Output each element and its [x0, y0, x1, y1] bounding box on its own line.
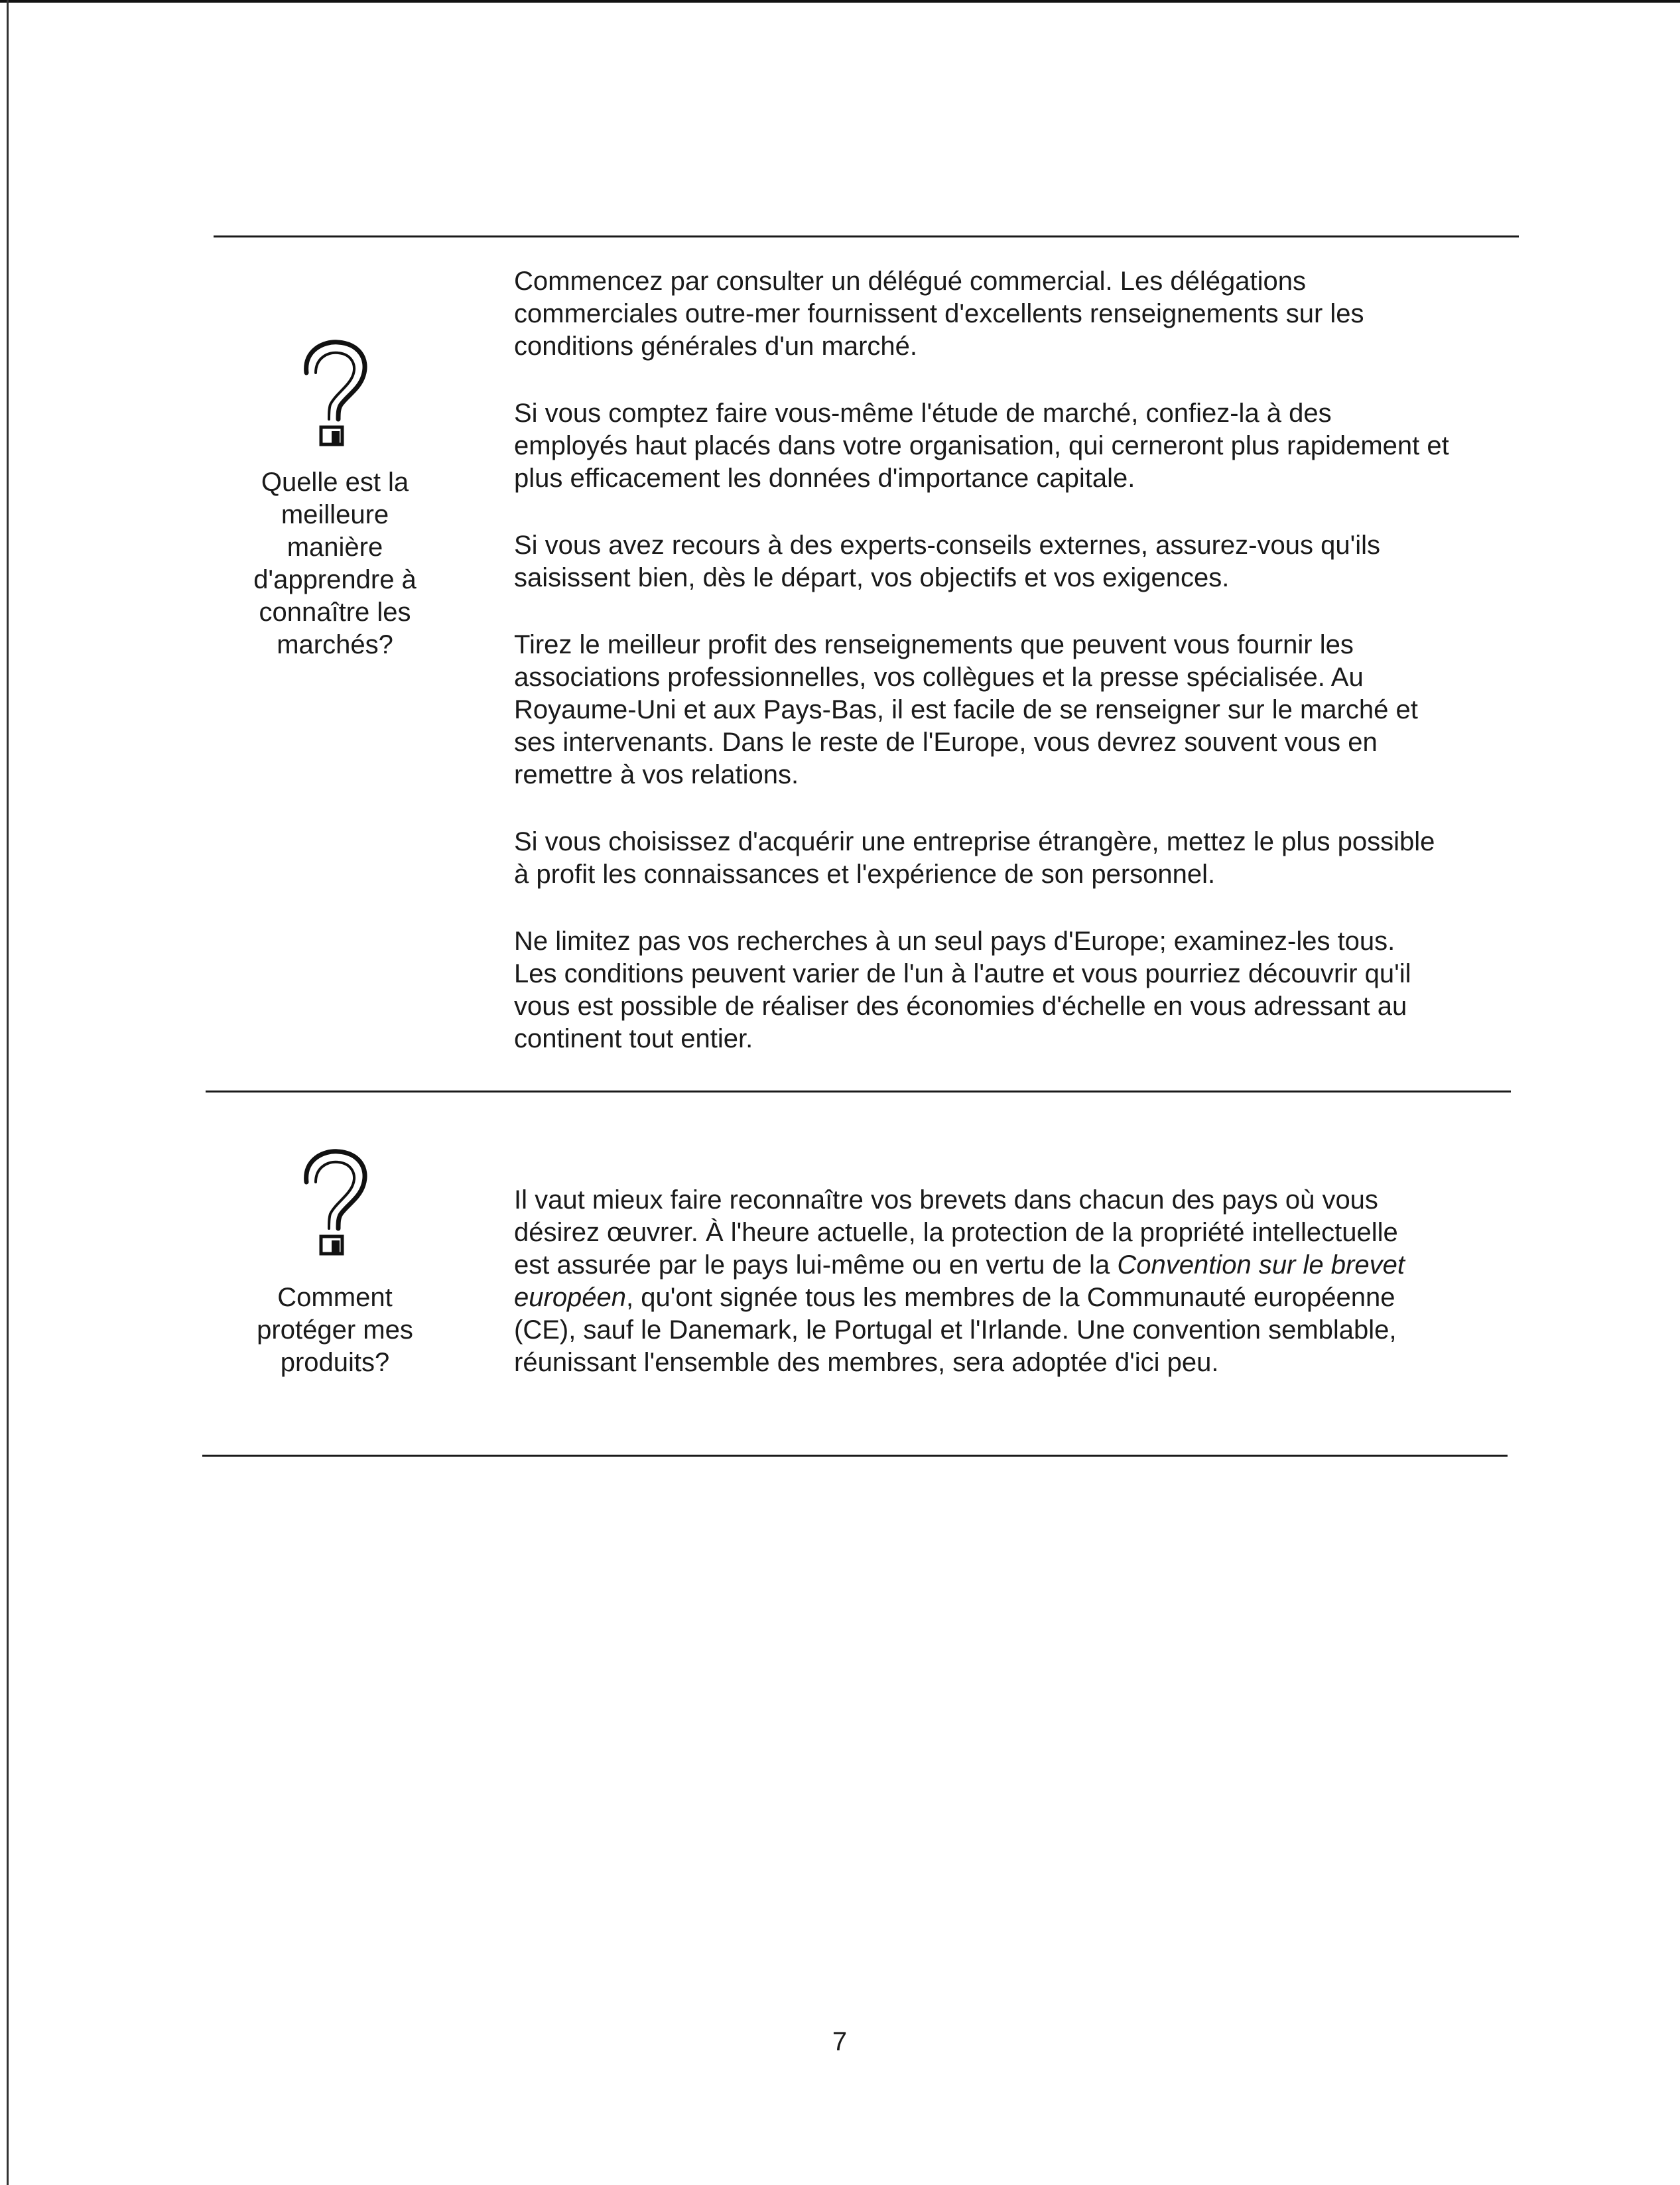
text-line: Si vous comptez faire vous-même l'étude de marché, confiez-la à des — [514, 399, 1332, 428]
convention-title-italic: européen — [514, 1283, 627, 1312]
text-line: vous est possible de réaliser des économies d'échelle en vous adressant au — [514, 992, 1407, 1021]
section-divider-top — [214, 235, 1519, 237]
section-divider-bottom — [202, 1455, 1508, 1457]
question-line: produits? — [280, 1348, 390, 1377]
text-line: (CE), sauf le Danemark, le Portugal et l'Irlande. Une convention semblable, — [514, 1315, 1397, 1345]
question-line: connaître les — [259, 598, 411, 627]
paragraph-consult-delegate — [514, 265, 1522, 363]
paragraph-associations — [514, 629, 1522, 791]
question-line: Comment — [277, 1283, 393, 1312]
text-line: saisissent bien, dès le départ, vos objectifs et vos exigences. — [514, 563, 1230, 592]
page-left-edge — [7, 0, 9, 2185]
paragraph-consultants — [514, 529, 1522, 594]
answer-protect-products — [514, 1184, 1522, 1414]
question-line: protéger mes — [257, 1315, 413, 1345]
text-line: à profit les connaissances et l'expérience de son personnel. — [514, 860, 1216, 889]
section-divider-middle — [206, 1091, 1511, 1092]
question-line: marchés? — [277, 630, 393, 659]
page-number: 7 — [832, 2027, 848, 2056]
text-line: Tirez le meilleur profit des renseignements que peuvent vous fournir les — [514, 630, 1354, 659]
question-line: Quelle est la — [261, 468, 409, 497]
text-line: désirez œuvrer. À l'heure actuelle, la protection de la propriété intellectuelle — [514, 1218, 1398, 1247]
text-line — [514, 1249, 1522, 1282]
text-line: continent tout entier. — [514, 1024, 753, 1053]
text-line: Commencez par consulter un délégué commercial. Les délégations — [514, 267, 1306, 296]
text-line: associations professionnelles, vos collègues et la presse spécialisée. Au — [514, 663, 1364, 692]
answer-markets — [514, 265, 1522, 1090]
question-heading-markets — [226, 466, 444, 661]
text-run: , qu'ont signée tous les membres de la Communauté européenne — [626, 1283, 1395, 1312]
text-run: est assurée par le pays lui-même ou en vertu de la — [514, 1250, 1118, 1280]
text-line: Si vous avez recours à des experts-conseils externes, assurez-vous qu'ils — [514, 531, 1380, 560]
text-line: ses intervenants. Dans le reste de l'Europe, vous devrez souvent vous en — [514, 728, 1378, 757]
text-line: Si vous choisissez d'acquérir une entreprise étrangère, mettez le plus possible — [514, 827, 1435, 856]
paragraph-patents — [514, 1184, 1522, 1379]
paragraph-own-study — [514, 397, 1522, 495]
text-line: plus efficacement les données d'importance capitale. — [514, 464, 1135, 493]
text-line: Royaume-Uni et aux Pays-Bas, il est facile de se renseigner sur le marché et — [514, 695, 1418, 724]
question-mark-icon — [292, 1148, 375, 1257]
text-line: conditions générales d'un marché. — [514, 332, 918, 361]
text-line: remettre à vos relations. — [514, 760, 799, 789]
text-line: commerciales outre-mer fournissent d'excellents renseignements sur les — [514, 299, 1364, 328]
text-line: Ne limitez pas vos recherches à un seul pays d'Europe; examinez-les tous. — [514, 927, 1395, 956]
question-line: d'apprendre à — [253, 565, 417, 594]
text-line: Les conditions peuvent varier de l'un à l'autre et vous pourriez découvrir qu'il — [514, 959, 1411, 988]
page-top-edge — [0, 0, 1680, 3]
paragraph-acquisition — [514, 826, 1522, 891]
text-line: réunissant l'ensemble des membres, sera adoptée d'ici peu. — [514, 1348, 1219, 1377]
question-line: manière — [287, 533, 383, 562]
text-line: employés haut placés dans votre organisation, qui cerneront plus rapidement et — [514, 431, 1449, 460]
text-line — [514, 1282, 1522, 1314]
paragraph-all-countries — [514, 925, 1522, 1055]
convention-title-italic: Convention sur le brevet — [1117, 1250, 1405, 1280]
question-mark-icon — [292, 338, 375, 448]
text-line: Il vaut mieux faire reconnaître vos brevets dans chacun des pays où vous — [514, 1185, 1378, 1215]
question-heading-protect-products — [226, 1282, 444, 1379]
question-line: meilleure — [281, 500, 389, 529]
